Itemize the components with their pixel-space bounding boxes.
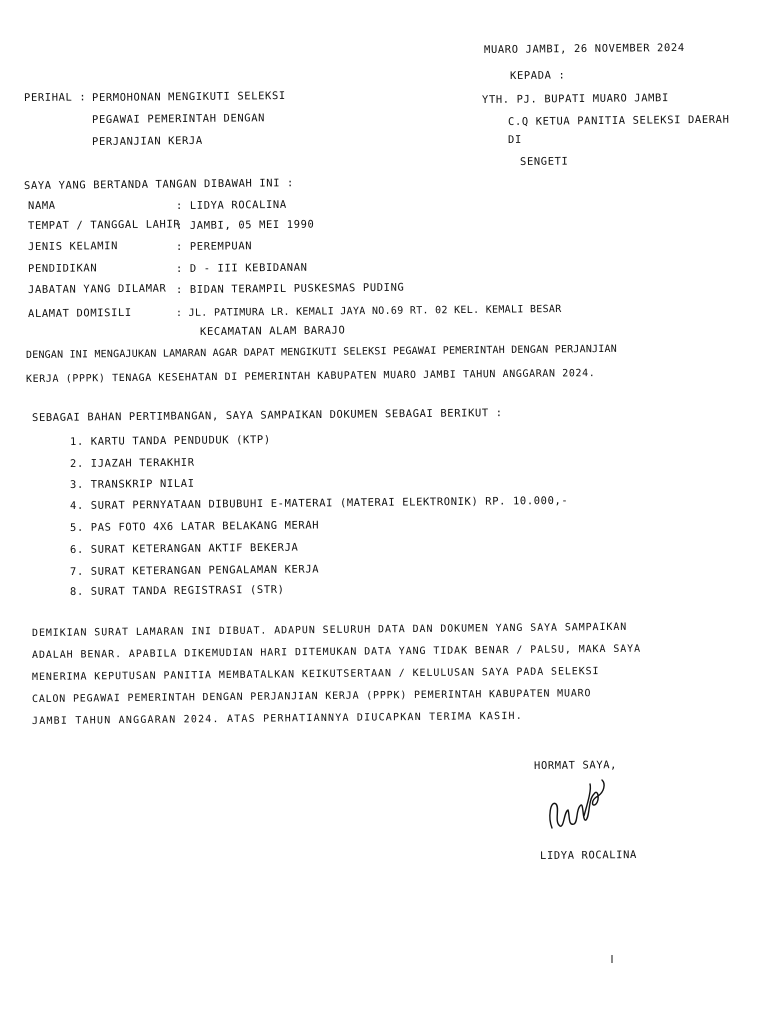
recipient-line-2: C.Q KETUA PANITIA SELEKSI DAERAH: [507, 113, 730, 128]
handwritten-signature: [540, 770, 620, 850]
identity-value-education: : D - III KEBIDANAN: [175, 261, 308, 275]
perihal-line-2: PEGAWAI PEMERINTAH DENGAN: [91, 112, 266, 126]
perihal-line-1: PERMOHONAN MENGIKUTI SELEKSI: [91, 89, 286, 104]
kepada-label: KEPADA :: [509, 69, 566, 82]
document-item-6: 6. SURAT KETERANGAN AKTIF BEKERJA: [69, 541, 299, 556]
identity-value-nama: : LIDYA ROCALINA: [175, 198, 287, 212]
document-item-8: 8. SURAT TANDA REGISTRASI (STR): [69, 583, 285, 598]
documents-intro: SEBAGAI BAHAN PERTIMBANGAN, SAYA SAMPAIKAN DOKUMEN SEBAGAI BERIKUT :: [31, 407, 503, 424]
closing-line-5: JAMBI TAHUN ANGGARAN 2024. ATAS PERHATIANNYA DIUCAPKAN TERIMA KASIH.: [31, 710, 524, 727]
identity-label-address: ALAMAT DOMISILI: [27, 306, 132, 320]
sign-name: LIDYA ROCALINA: [539, 848, 637, 862]
recipient-line-1: YTH. PJ. BUPATI MUARO JAMBI: [481, 92, 669, 106]
document-item-1: 1. KARTU TANDA PENDUDUK (KTP): [69, 433, 271, 448]
closing-line-1: DEMIKIAN SURAT LAMARAN INI DIBUAT. ADAPUN SELURUH DATA DAN DOKUMEN YANG SAYA SAMPAIKAN: [31, 621, 628, 639]
intro-line: SAYA YANG BERTANDA TANGAN DIBAWAH INI :: [23, 177, 295, 192]
identity-value-position: : BIDAN TERAMPIL PUSKESMAS PUDING: [175, 281, 405, 296]
closing-line-4: CALON PEGAWAI PEMERINTAH DENGAN PERJANJIAN KERJA (PPPK) PEMERINTAH KABUPATEN MUARO: [31, 688, 592, 705]
perihal-line-3: PERJANJIAN KERJA: [91, 134, 203, 148]
place-date: MUARO JAMBI, 26 NOVEMBER 2024: [483, 41, 685, 56]
document-item-5: 5. PAS FOTO 4X6 LATAR BELAKANG MERAH: [69, 519, 320, 534]
perihal-label: PERIHAL :: [23, 91, 87, 104]
document-item-3: 3. TRANSKRIP NILAI: [69, 477, 195, 491]
identity-label-position: JABATAN YANG DILAMAR: [27, 282, 167, 296]
sign-greeting: HORMAT SAYA,: [533, 759, 618, 772]
document-item-2: 2. IJAZAH TERAKHIR: [69, 456, 195, 470]
identity-label-education: PENDIDIKAN: [27, 262, 98, 275]
application-line-2: KERJA (PPPK) TENAGA KESEHATAN DI PEMERINTAH KABUPATEN MUARO JAMBI TAHUN ANGGARAN 2024.: [25, 368, 596, 385]
identity-value-address: : JL. PATIMURA LR. KEMALI JAYA NO.69 RT. 02 KEL. KEMALI BESAR: [175, 303, 562, 319]
scan-mark: [611, 955, 613, 963]
closing-line-3: MENERIMA KEPUTUSAN PANITIA MEMBATALKAN KEIKUTSERTAAN / KELULUSAN SAYA PADA SELEKSI: [31, 666, 600, 683]
recipient-line-4: SENGETI: [519, 155, 569, 168]
identity-label-gender: JENIS KELAMIN: [27, 240, 119, 253]
recipient-line-3: DI: [507, 133, 522, 146]
identity-label-ttl: TEMPAT / TANGGAL LAHIR: [27, 218, 181, 232]
address-continuation: KECAMATAN ALAM BARAJO: [199, 324, 346, 338]
closing-line-2: ADALAH BENAR. APABILA DIKEMUDIAN HARI DITEMUKAN DATA YANG TIDAK BENAR / PALSU, MAKA SAYA: [31, 643, 642, 661]
identity-value-gender: : PEREMPUAN: [175, 240, 253, 253]
application-line-1: DENGAN INI MENGAJUKAN LAMARAN AGAR DAPAT MENGIKUTI SELEKSI PEGAWAI PEMERINTAH DENGAN PERJANJIAN: [25, 343, 617, 361]
document-item-4: 4. SURAT PERNYATAAN DIBUBUHI E-MATERAI (MATERAI ELEKTRONIK) RP. 10.000,-: [69, 494, 569, 512]
identity-label-nama: NAMA: [27, 199, 56, 212]
identity-value-ttl: : JAMBI, 05 MEI 1990: [175, 218, 315, 232]
document-item-7: 7. SURAT KETERANGAN PENGALAMAN KERJA: [69, 563, 320, 578]
